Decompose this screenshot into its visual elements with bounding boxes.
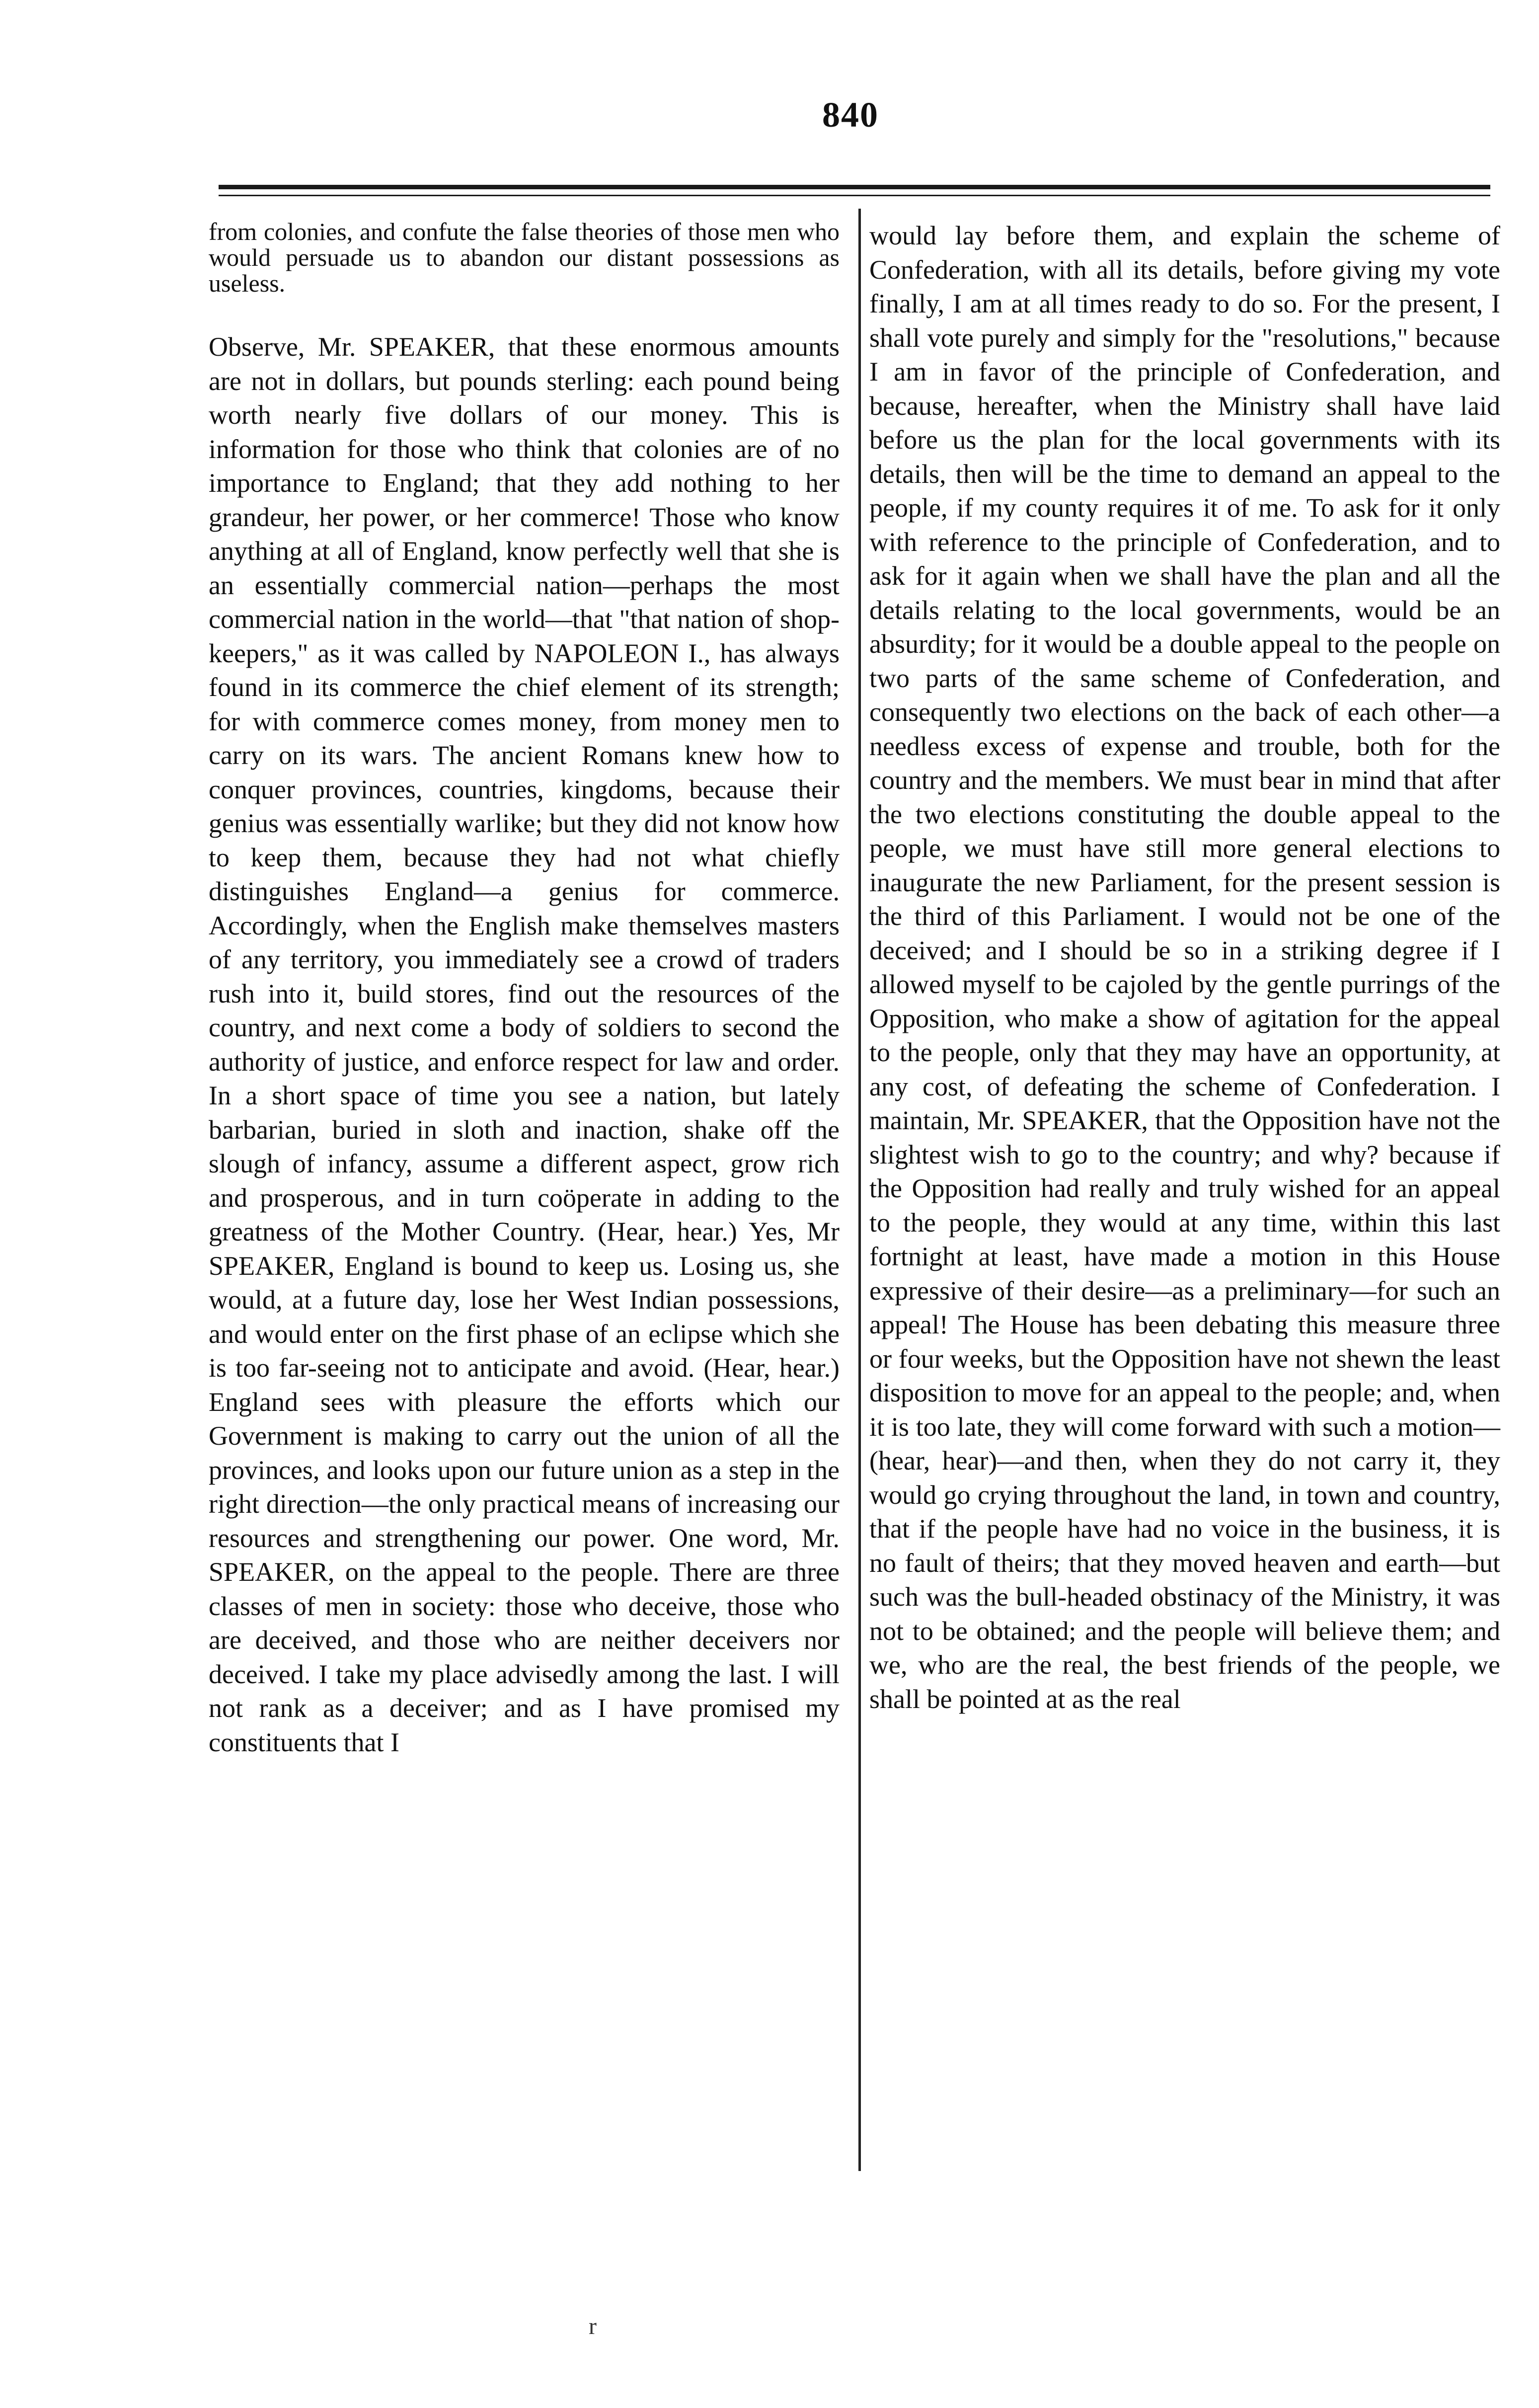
header-rule-thin — [219, 195, 1490, 196]
left-paragraph-1: from colonies, and confute the false theories of those men who would persuade us to abandon our distant possessions as useless. — [209, 218, 840, 297]
left-paragraph-2: Observe, Mr. SPEAKER, that these enormous amounts are not in dollars, but pounds sterling: each pound being worth nearly five dollars of our money. This is information for those who think that colonies are of no importance to England; that they add nothing to her grandeur, her power, or her commerce! Those who know anything at all of England, know perfectly well that she is an essentially commercial nation—perhaps the most commercial nation in the world—that "that nation of shop-keepers," as it was called by NAPOLEON I., has always found in its commerce the chief element of its strength; for with commerce comes money, from money men to carry on its wars. The ancient Romans knew how to conquer provinces, countries, kingdoms, because their genius was essentially warlike; but they did not know how to keep them, because they had not what chiefly distinguishes England—a genius for commerce. Accordingly, when the English make themselves masters of any territory, you immediately see a crowd of traders rush into it, build stores, find out the resources of the country, and next come a body of soldiers to second the authority of justice, and enforce respect for law and order. In a short space of time you see a nation, but lately barbarian, buried in sloth and inaction, shake off the slough of infancy, assume a different aspect, grow rich and prosperous, and in turn coöperate in adding to the greatness of the Mother Country. (Hear, hear.) Yes, Mr SPEAKER, England is bound to keep us. Losing us, she would, at a future day, lose her West Indian possessions, and would enter on the first phase of an eclipse which she is too far-seeing not to anticipate and avoid. (Hear, hear.) England sees with pleasure the efforts which our Government is making to carry out the union of all the provinces, and looks upon our future union as a step in the right direction—the only practical means of increasing our resources and strengthening our power. One word, Mr. SPEAKER, on the appeal to the people. There are three classes of men in society: those who deceive, those who are deceived, and those who are neither deceivers nor deceived. I take my place advisedly among the last. I will not rank as a deceiver; and as I have promised my constituents that I — [209, 332, 840, 1757]
right-column — [869, 219, 1500, 1716]
page-tail-mark: r — [589, 2313, 597, 2339]
page-number: 840 — [822, 95, 879, 135]
left-column — [209, 219, 840, 1759]
column-divider — [858, 209, 861, 2171]
right-paragraph-1: would lay before them, and explain the scheme of Confederation, with all its details, before giving my vote finally, I am at all times ready to do so. For the present, I shall vote purely and simply for the "resolutions," because I am in favor of the principle of Confederation, and because, hereafter, when the Ministry shall have laid before us the plan for the local governments with its details, then will be the time to demand an appeal to the people, if my county requires it of me. To ask for it only with reference to the principle of Confederation, and to ask for it again when we shall have the plan and all the details relating to the local governments, would be an absurdity; for it would be a double appeal to the people on two parts of the same scheme of Confederation, and consequently two elections on the back of each other—a needless excess of expense and trouble, both for the country and the members. We must bear in mind that after the two elections constituting the double appeal to the people, we must have still more general elections to inaugurate the new Parliament, for the present session is the third of this Parliament. I would not be one of the deceived; and I should be so in a striking degree if I allowed myself to be cajoled by the gentle purrings of the Opposition, who make a show of agitation for the appeal to the people, only that they may have an opportunity, at any cost, of defeating the scheme of Confederation. I maintain, Mr. SPEAKER, that the Opposition have not the slightest wish to go to the country; and why? because if the Opposition had really and truly wished for an appeal to the people, they would at any time, within this last fortnight at least, have made a motion in this House expressive of their desire—as a preliminary—for such an appeal! The House has been debating this measure three or four weeks, but the Opposition have not shewn the least disposition to move for an appeal to the people; and, when it is too late, they will come forward with such a motion—(hear, hear)—and then, when they do not carry it, they would go crying throughout the land, in town and country, that if the people have had no voice in the business, it is no fault of theirs; that they moved heaven and earth—but such was the bull-headed obstinacy of the Ministry, it was not to be obtained; and the people will believe them; and we, who are the real, the best friends of the people, we shall be pointed at as the real — [869, 221, 1500, 1714]
header-rule-thick — [219, 185, 1490, 189]
